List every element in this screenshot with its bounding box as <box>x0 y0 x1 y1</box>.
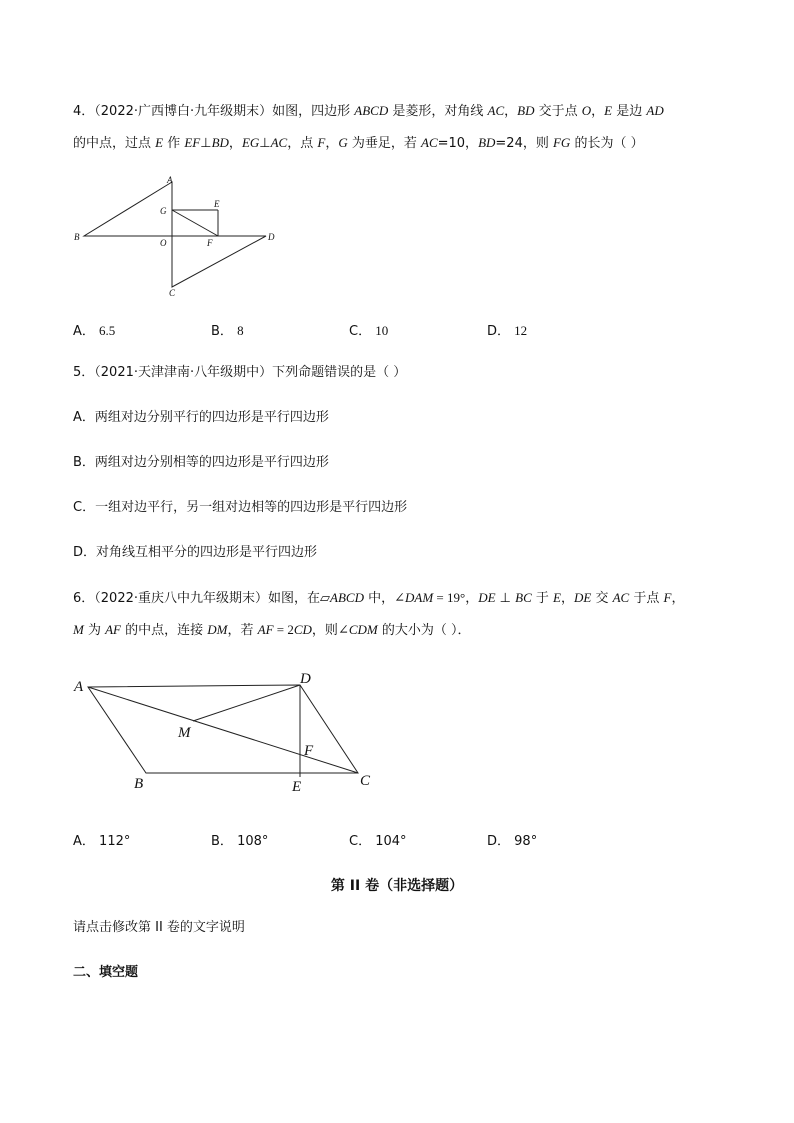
option-key: D． <box>487 834 511 849</box>
fig6-label-b: B <box>134 776 144 792</box>
q4-option-c[interactable] <box>349 320 388 339</box>
section-heading: 二、填空题 <box>73 965 139 980</box>
q6-text: ，若 <box>227 623 258 638</box>
option-value: 8 <box>237 323 244 338</box>
q6-option-a[interactable] <box>73 830 130 849</box>
q4-text: 是菱形，对角线 <box>388 104 488 119</box>
q6-parallelogram-figure <box>66 665 386 800</box>
q4-var: BD <box>517 103 535 118</box>
option-value: 104° <box>375 834 407 849</box>
q4-source: （2022·广西博白·九年级期末） <box>94 104 273 119</box>
q6-var: AC <box>612 590 630 605</box>
fig6-label-f: F <box>304 743 314 759</box>
q4-number: 4． <box>73 104 95 119</box>
q6-var: ∠DAM <box>394 590 434 605</box>
q4-var: BD <box>478 135 496 150</box>
q4-var: E <box>604 103 613 118</box>
q6-text: = 2 <box>273 622 294 637</box>
q4-var: AD <box>646 103 664 118</box>
q4-text: 如图，四边形 <box>272 104 355 119</box>
q4-var: G <box>338 135 348 150</box>
q5-option-b[interactable]: B．两组对边分别相等的四边形是平行四边形 <box>73 455 329 470</box>
q4-line-2 <box>73 134 644 153</box>
q6-var: M <box>73 622 84 637</box>
fig4-label-e: E <box>214 199 220 209</box>
option-key: C． <box>349 834 372 849</box>
section-note[interactable]: 请点击修改第 II 卷的文字说明 <box>73 920 245 935</box>
parallelogram-icon: ▱ <box>320 591 331 606</box>
q4-text: ， <box>228 136 242 151</box>
q4-line-1 <box>73 102 664 121</box>
q6-option-b[interactable] <box>211 830 268 849</box>
q4-var: ABCD <box>354 103 389 118</box>
q6-var: BC <box>515 590 532 605</box>
option-value: 12 <box>514 323 528 338</box>
q4-text: 是边 <box>612 104 647 119</box>
q6-text: ， <box>671 591 685 606</box>
q6-line-2 <box>73 621 470 640</box>
q4-text: ，点 <box>287 136 318 151</box>
q4-var: BD <box>211 135 229 150</box>
q6-text: 交 <box>591 591 613 606</box>
q4-option-b[interactable] <box>211 320 244 339</box>
q6-var: AF <box>105 622 121 637</box>
option-key: A． <box>73 324 95 339</box>
fig6-label-a: A <box>74 679 84 695</box>
q4-var: AC <box>487 103 505 118</box>
q4-option-d[interactable] <box>487 320 527 339</box>
section-title: 第 II 卷（非选择题） <box>330 878 464 894</box>
q6-text: 于点 <box>629 591 664 606</box>
q4-text: =24，则 <box>495 136 553 151</box>
q6-text: = 19°， <box>433 590 479 605</box>
q4-text: ， <box>325 136 339 151</box>
fig4-label-o: O <box>160 238 167 248</box>
option-key: B． <box>211 834 233 849</box>
q6-var: CD <box>293 622 312 637</box>
q6-var: DE <box>574 590 592 605</box>
q6-var: E <box>553 590 561 605</box>
fig4-label-d: D <box>268 232 275 242</box>
q4-var: O <box>581 103 592 118</box>
q6-text: ， <box>560 591 574 606</box>
q4-text: 为垂足，若 <box>347 136 421 151</box>
q4-rhombus-figure <box>66 170 286 300</box>
option-key: D． <box>487 324 511 339</box>
q5-text: 下列命题错误的是（ ） <box>272 365 407 380</box>
q4-text: ⊥ <box>259 136 271 151</box>
q6-text: 中， <box>363 591 395 606</box>
q6-text: 为 <box>83 623 106 638</box>
q4-option-a[interactable] <box>73 320 115 339</box>
q5-option-d[interactable]: D．对角线互相平分的四边形是平行四边形 <box>73 545 318 560</box>
q4-var: AC <box>270 135 288 150</box>
q5-option-c[interactable]: C．一组对边平行，另一组对边相等的四边形是平行四边形 <box>73 500 408 515</box>
q6-text: 如图，在 <box>268 591 321 606</box>
fig6-label-e: E <box>292 779 302 795</box>
q4-var: F <box>317 135 326 150</box>
option-value: 98° <box>514 834 538 849</box>
q6-text: 的中点，连接 <box>121 623 208 638</box>
q4-var: EF <box>184 135 201 150</box>
q6-source: （2022·重庆八中九年级期末） <box>94 591 268 606</box>
fig4-label-b: B <box>74 232 80 242</box>
q5-stem <box>73 364 406 382</box>
q4-var: AC <box>421 135 438 150</box>
fig4-label-f: F <box>207 238 213 248</box>
q4-var: FG <box>552 135 571 150</box>
q4-var: EG <box>241 135 260 150</box>
fig6-label-d: D <box>300 671 311 687</box>
option-value: 112° <box>99 834 131 849</box>
option-value: 10 <box>375 323 389 338</box>
q6-var: DM <box>207 622 228 637</box>
q5-source: （2021·天津津南·八年级期中） <box>94 365 273 380</box>
fig4-label-a: A <box>167 175 173 185</box>
q6-var: DE <box>478 590 496 605</box>
q4-text: ， <box>591 104 605 119</box>
q6-line-1 <box>73 589 684 608</box>
q6-var: ABCD <box>330 590 364 605</box>
option-value: 6.5 <box>99 323 116 338</box>
q4-text: ⊥ <box>200 136 212 151</box>
q4-text: 作 <box>163 136 185 151</box>
q4-text: 的长为（ ） <box>570 136 644 151</box>
q6-var: F <box>663 590 672 605</box>
q6-text: ，则 <box>311 623 338 638</box>
q5-number: 5． <box>73 365 95 380</box>
option-key: C． <box>349 324 372 339</box>
q4-text: 交于点 <box>534 104 582 119</box>
q4-var: E <box>155 135 164 150</box>
option-key: B． <box>211 324 233 339</box>
fig6-label-c: C <box>360 773 371 789</box>
q6-var: AF <box>257 622 274 637</box>
q6-var: ∠CDM <box>337 622 378 637</box>
q4-text: ， <box>504 104 518 119</box>
q6-text: 于 <box>531 591 554 606</box>
q4-text: =10， <box>437 136 479 151</box>
option-key: A． <box>73 834 95 849</box>
fig6-label-m: M <box>178 725 191 741</box>
q6-text: ⊥ <box>495 591 516 606</box>
q5-option-a[interactable]: A．两组对边分别平行的四边形是平行四边形 <box>73 410 329 425</box>
q4-text: 的中点，过点 <box>73 136 156 151</box>
fig4-label-c: C <box>169 288 176 298</box>
fig4-label-g: G <box>160 206 167 216</box>
q6-option-c[interactable] <box>349 830 407 849</box>
q6-number: 6． <box>73 591 95 606</box>
option-value: 108° <box>237 834 269 849</box>
q6-text: 的大小为（ ）． <box>377 623 471 638</box>
q6-option-d[interactable] <box>487 830 537 849</box>
